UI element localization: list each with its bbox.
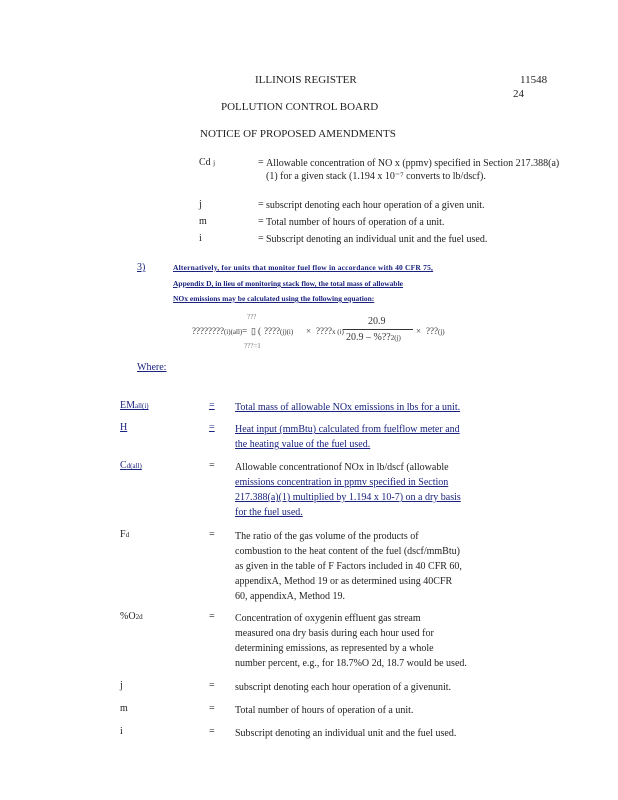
top-def-equals: = [258,233,264,244]
definition-text: subscript denoting each hour operation of a givenunit. [235,682,452,693]
definition-equals: = [209,703,215,714]
definition-equals: = [209,726,215,737]
equation-times: × [416,326,422,336]
notice-title: NOTICE OF PROPOSED AMENDMENTS [200,128,396,140]
definition-text: Subscript denoting an individual unit and the fuel used. [235,728,457,739]
fraction-bar [343,329,413,330]
where-label: Where: [137,362,167,373]
item-text-line-3: NOx emissions may be calculated using the following equation: [173,294,375,303]
item-number: 3) [137,262,146,273]
definition-text: Allowable concentrationof NOx in lb/dscf (allowable emissions concentration in ppmv specified in Section 217.388(a)(1) multiplied by 1.194 x 10-7) on a dry basis for the fuel used. [235,462,461,518]
definition-symbol: Fd [120,529,130,540]
board-title: POLLUTION CONTROL BOARD [221,101,379,113]
top-def-symbol: m [199,216,207,227]
ratio-numerator: 20.9 [368,316,386,327]
definition-symbol: i [120,726,123,737]
top-def-equals: = [258,199,264,210]
definition-equals: = [209,680,215,691]
definition-text: Total mass of allowable NOx emissions in lbs for a unit. [235,402,461,413]
definition-symbol: EMall(i) [120,400,149,411]
top-def-text: Total number of hours of operation of a unit. [266,217,445,228]
equation-times: × [306,326,312,336]
issue-number: 24 [513,88,524,100]
definition-equals: = [209,611,215,622]
top-def-symbol: j [199,199,202,210]
top-def-equals: = [258,216,264,227]
top-def-text: subscript denoting each hour operation of a given unit. [266,200,485,211]
top-def-symbol: Cd j [199,157,216,168]
summation-symbol: ▯ [251,326,256,336]
definition-symbol: m [120,703,128,714]
item-text-line-2: Appendix D, in lieu of monitoring stack flow, the total mass of allowable [173,279,404,288]
definition-text: The ratio of the gas volume of the products of combustion to the heat content of the fuel (dscf/mmBtu) as given in the table of F Factors included in 40 CFR 60, appendixA, Method 19 or as determined using 40CFR 60, appendixA, Method 19. [235,531,462,602]
equation-term-concentration: ????x (i) [316,326,344,336]
definition-text: Concentration of oxygenin effluent gas stream measured ona dry basis during each hour used for determining emissions, as represented by a whole number percent, e.g., for 18.7%O 2d, 18.7 would be used. [235,613,467,669]
top-def-text: Allowable concentration of NO x (ppmv) specified in Section 217.388(a)(1) for a given stack (1.194 x 10⁻⁷ converts to lb/dscf). [266,158,560,182]
top-def-text: Subscript denoting an individual unit and the fuel used. [266,234,488,245]
equation-term-f-factor: ???(j) [426,326,445,336]
definition-equals: = [209,400,215,411]
top-def-symbol: i [199,233,202,244]
definition-equals: = [209,529,215,540]
definition-symbol: H [120,422,128,433]
definition-text: Total number of hours of operation of a unit. [235,705,414,716]
definition-equals: = [209,422,215,433]
equation-term-heat-input: ????(j)(i) [264,326,294,336]
definition-text: Heat input (mmBtu) calculated from fuelflow meter and the heating value of the fuel used. [235,424,460,450]
equation-open-paren: ( [258,326,261,336]
definition-symbol: j [120,680,123,691]
register-title: ILLINOIS REGISTER [255,74,357,86]
item-text-line-1: Alternatively, for units that monitor fuel flow in accordance with 40 CFR 75, [173,263,434,272]
sum-lower-limit: ???=1 [244,342,261,350]
definition-equals: = [209,460,215,471]
equation-equals: = [242,326,248,336]
top-def-equals: = [258,157,264,168]
equation-lhs: ????????(i)(all) [192,326,243,336]
sum-upper-limit: ??? [247,313,257,321]
page-number: 11548 [520,74,548,86]
definition-symbol: Cd(all) [120,460,142,471]
ratio-denominator: 20.9 – %??2(j) [346,332,401,343]
definition-symbol: %O2d [120,611,143,622]
